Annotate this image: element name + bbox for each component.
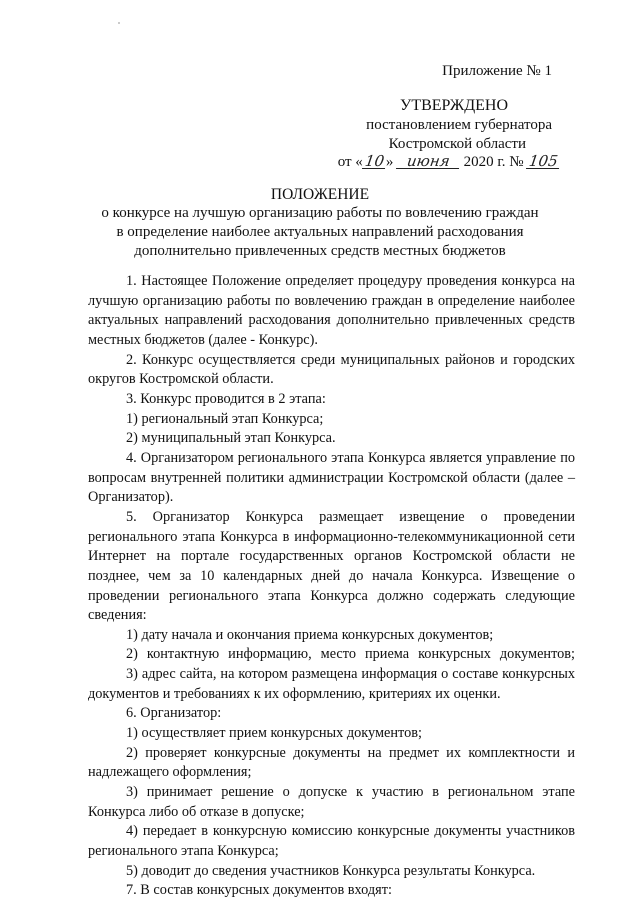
paragraph: 3) адрес сайта, на котором размещена информация о составе конкурсных документов и требованиях к их оформлению, критериях их оценки. [88,666,575,702]
paragraph: 3. Конкурс проводится в 2 этапа: [126,390,326,407]
scan-dot [118,22,120,24]
document-subtitle-line-2: в определение наиболее актуальных направлений расходования [116,224,524,240]
paragraph: 2) проверяет конкурсные документы на предмет их комплектности и надлежащего оформления; [88,744,575,781]
date-separator: » [385,154,394,170]
approved-by: постановлением губернатора [366,117,552,133]
document-number-handwritten: 105 [528,152,560,170]
paragraph: 1) дату начала и окончания приема конкурсных документов; [126,626,494,643]
paragraph: 2) контактную информацию, место приема конкурсных документов; [126,646,575,663]
document-subtitle-line-1: о конкурсе на лучшую организацию работы по вовлечению граждан [101,205,539,221]
paragraph: 2. Конкурс осуществляется среди муниципальных районов и городских округов Костромской области. [88,351,575,388]
appendix-label: Приложение № 1 [442,63,552,79]
approval-date-line [338,154,560,171]
date-month-handwritten: июня [396,154,461,169]
paragraph: 2) муниципальный этап Конкурса. [126,430,336,447]
paragraph: 5. Организатор Конкурса размещает извещение о проведении регионального этапа Конкурса в информационно-телекоммуникационной сети Интернет на портале государственных органов Костромской области не позднее, чем за 10 календарных дней до начала Конкурса. Извещение о проведении регионального этапа Конкурса должно содержать следующие сведения: [88,508,575,624]
date-prefix: от « [337,154,363,170]
paragraph: 4. Организатором регионального этапа Конкурса является управление по вопросам внутренней политики администрации Костромской области (далее – Организатор). [88,449,575,506]
document-subtitle-line-3: дополнительно привлеченных средств местных бюджетов [134,243,506,259]
paragraph: 5) доводит до сведения участников Конкурса результаты Конкурса. [126,862,536,879]
approved-stamp-label: УТВЕРЖДЕНО [399,97,508,114]
paragraph: 1. Настоящее Положение определяет процедуру проведения конкурса на лучшую организацию работы по вовлечению граждан в определение наиболее актуальных направлений расходования дополнительно привлеченных средств местных бюджетов (далее - Конкурс). [88,273,575,348]
date-day-handwritten: 10 [363,152,386,170]
document-heading: ПОЛОЖЕНИЕ [270,186,370,203]
paragraph: 7. В состав конкурсных документов входят: [126,882,392,899]
approved-region: Костромской области [388,136,526,152]
document-body [88,272,575,901]
date-year: 2020 г. № [463,154,524,170]
paragraph: 3) принимает решение о допуске к участию в региональном этапе Конкурса либо об отказе в допуске; [88,784,575,820]
paragraph: 4) передает в конкурсную комиссию конкурсные документы участников регионального этапа Конкурса; [88,823,575,860]
paragraph: 6. Организатор: [126,705,222,722]
paragraph: 1) осуществляет прием конкурсных документов; [126,725,422,742]
paragraph: 1) региональный этап Конкурса; [126,410,324,427]
